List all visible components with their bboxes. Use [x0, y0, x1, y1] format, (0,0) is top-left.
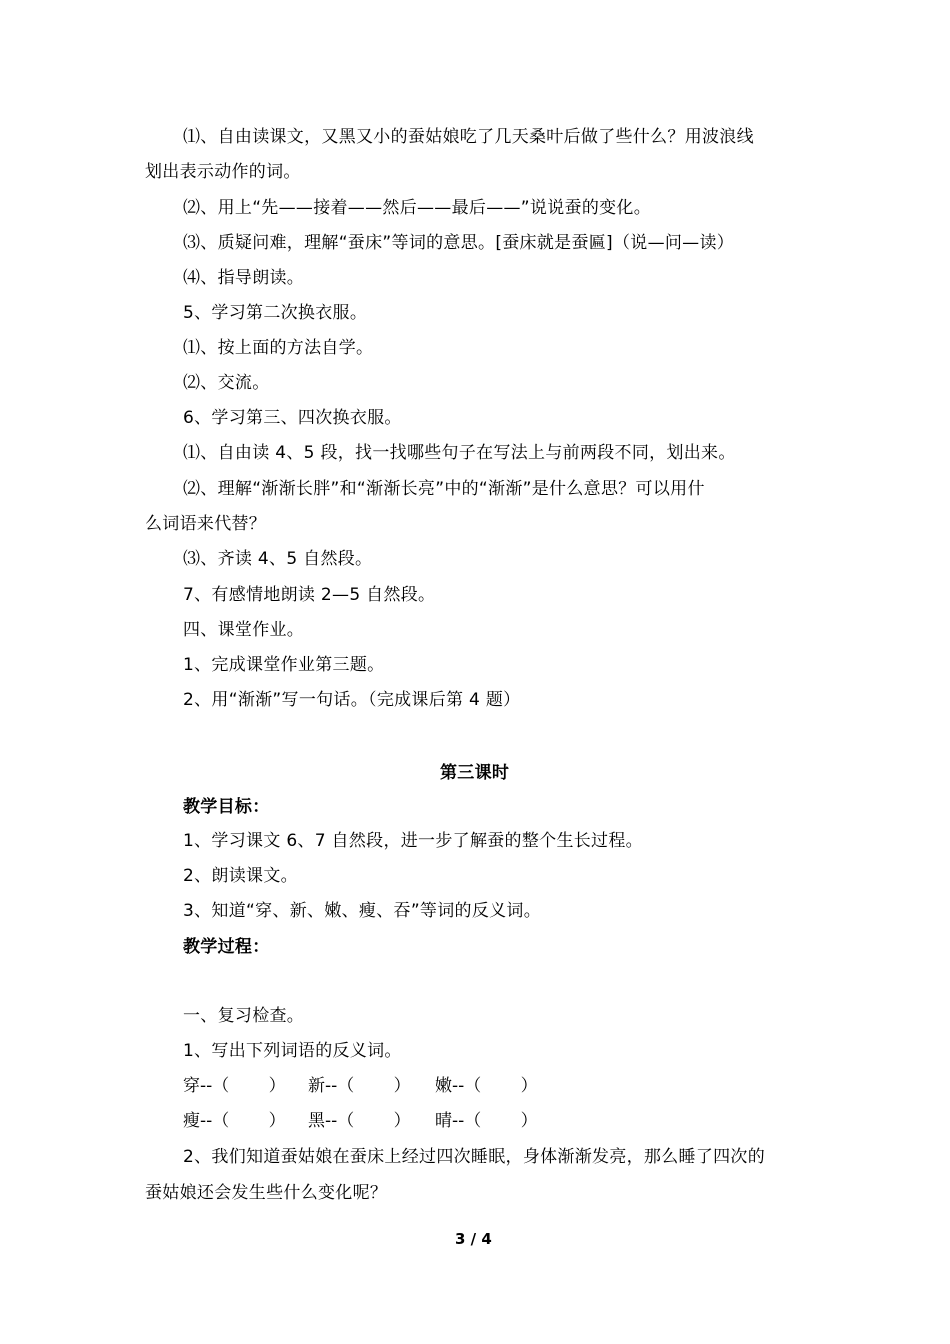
- question-line: 2、我们知道蚕姑娘在蚕床上经过四次睡眠，身体渐渐发亮，那么睡了四次的: [183, 1147, 766, 1167]
- antonym-blank: 新--（ ）: [308, 1076, 411, 1096]
- goal-item: 1、学习课文 6、7 自然段，进一步了解蚕的整个生长过程。: [183, 831, 643, 851]
- text-line: ⑴、自由读 4、5 段，找一找哪些句子在写法上与前两段不同，划出来。: [183, 443, 736, 463]
- text-line: 7、有感情地朗读 2—5 自然段。: [183, 585, 436, 605]
- antonym-row: [183, 1075, 603, 1097]
- text-line: 划出表示动作的词。: [145, 162, 301, 182]
- antonym-blank: 穿--（ ）: [183, 1076, 286, 1096]
- review-item: 一、复习检查。: [183, 1006, 305, 1026]
- text-line: ⑵、交流。: [183, 373, 270, 393]
- section-title: 第三课时: [440, 763, 510, 783]
- goal-item: 3、知道“穿、新、嫩、瘦、吞”等词的反义词。: [183, 901, 542, 921]
- text-line: 5、学习第二次换衣服。: [183, 303, 368, 323]
- text-line: ⑶、齐读 4、5 自然段。: [183, 549, 373, 569]
- text-line: ⑶、质疑问难，理解“蚕床”等词的意思。[蚕床就是蚕匾]（说—问—读）: [183, 233, 735, 253]
- text-line: ⑵、用上“先——接着——然后——最后——”说说蚕的变化。: [183, 198, 652, 218]
- question-line: 蚕姑娘还会发生些什么变化呢？: [145, 1183, 388, 1203]
- antonym-blank: 嫩--（ ）: [435, 1076, 538, 1096]
- antonym-blank: 黑--（ ）: [308, 1111, 411, 1131]
- text-line: ⑷、指导朗读。: [183, 268, 305, 288]
- text-line: 么词语来代替？: [145, 514, 267, 534]
- text-line: ⑴、按上面的方法自学。: [183, 338, 374, 358]
- goals-heading: 教学目标：: [183, 797, 270, 817]
- text-line: ⑵、理解“渐渐长胖”和“渐渐长亮”中的“渐渐”是什么意思？可以用什: [183, 479, 705, 499]
- goal-item: 2、朗读课文。: [183, 866, 298, 886]
- process-heading: 教学过程：: [183, 937, 270, 957]
- text-line: 四、课堂作业。: [183, 620, 305, 640]
- text-line: 2、用“渐渐”写一句话。（完成课后第 4 题）: [183, 690, 521, 710]
- page-number: 3 / 4: [455, 1230, 492, 1248]
- text-line: ⑴、自由读课文，又黑又小的蚕姑娘吃了几天桑叶后做了些什么？用波浪线: [183, 127, 754, 147]
- text-line: 6、学习第三、四次换衣服。: [183, 408, 402, 428]
- antonym-blank: 瘦--（ ）: [183, 1111, 286, 1131]
- review-item: 1、写出下列词语的反义词。: [183, 1041, 402, 1061]
- text-line: 1、完成课堂作业第三题。: [183, 655, 385, 675]
- antonym-row: [183, 1110, 603, 1132]
- antonym-blank: 晴--（ ）: [435, 1111, 538, 1131]
